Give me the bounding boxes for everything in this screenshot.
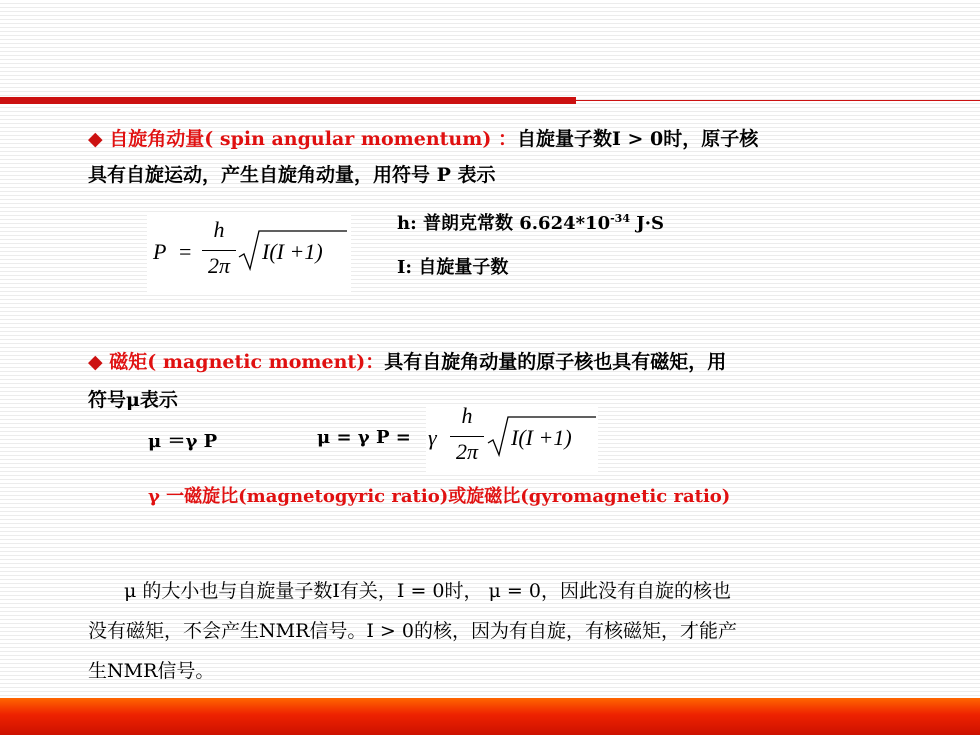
spin-heading-line <box>88 124 758 151</box>
formula2-gamma: γ <box>428 425 437 450</box>
planck-constant <box>397 209 664 235</box>
formula1-radicand: I(I +1) <box>262 239 323 264</box>
diamond-bullet-icon: ◆ <box>88 128 103 150</box>
formula2-right-prefix: μ = γ P = <box>317 427 411 448</box>
spin-title-cn: 自旋角动量 <box>109 128 205 150</box>
moment-title-colon: ： <box>365 351 385 373</box>
formula2-left: μ ＝γ P <box>148 431 218 452</box>
top-red-bar <box>0 97 576 104</box>
planck-constant-unit: J·S <box>629 213 665 234</box>
paragraph-line2: 没有磁矩，不会产生NMR信号。I > 0的核，因为有自旋，有核磁矩，才能产 <box>88 620 737 642</box>
formula2-numerator: h <box>461 403 473 428</box>
spin-line1-text: 自旋量子数I > 0时，原子核 <box>516 128 759 150</box>
moment-heading-line <box>88 347 726 374</box>
planck-constant-exponent: -34 <box>610 212 630 225</box>
formula-magnetic-moment <box>426 405 598 473</box>
formula2-denominator: 2π <box>455 439 479 464</box>
spin-quantum-number-label: I: 自旋量子数 <box>397 257 509 278</box>
moment-title-cn: 磁矩 <box>109 351 148 373</box>
formula1-lhs: P <box>153 239 167 264</box>
formula-spin-momentum <box>147 213 351 293</box>
diamond-bullet-icon: ◆ <box>88 351 103 373</box>
spin-line2: 具有自旋运动，产生自旋角动量，用符号 P 表示 <box>88 164 496 186</box>
formula2-fraction-bar <box>450 436 484 437</box>
formula1-fraction-bar <box>202 250 236 251</box>
formula1-numerator: h <box>213 217 225 242</box>
paragraph-line1: μ 的大小也与自旋量子数I有关，I = 0时， μ = 0，因此没有自旋的核也 <box>124 580 731 602</box>
paragraph-line3: 生NMR信号。 <box>88 660 215 682</box>
spin-title-colon: ： <box>497 128 517 150</box>
moment-line1-text: 具有自旋角动量的原子核也具有磁矩，用 <box>384 351 727 373</box>
top-red-line <box>576 100 980 101</box>
formula1-eq: = <box>179 239 192 264</box>
gamma-ratio-note: γ 一磁旋比(magnetogyric ratio)或旋磁比(gyromagnetic ratio) <box>148 486 731 507</box>
spin-title-en: ( spin angular momentum) <box>204 128 498 150</box>
formula1-denominator: 2π <box>207 253 231 278</box>
moment-line2: 符号μ表示 <box>88 389 178 411</box>
bottom-gradient-bar <box>0 698 980 735</box>
moment-title-en: ( magnetic moment) <box>147 351 366 373</box>
formula2-radicand: I(I +1) <box>511 425 572 450</box>
planck-constant-text: h: 普朗克常数 6.624*10 <box>397 213 611 234</box>
